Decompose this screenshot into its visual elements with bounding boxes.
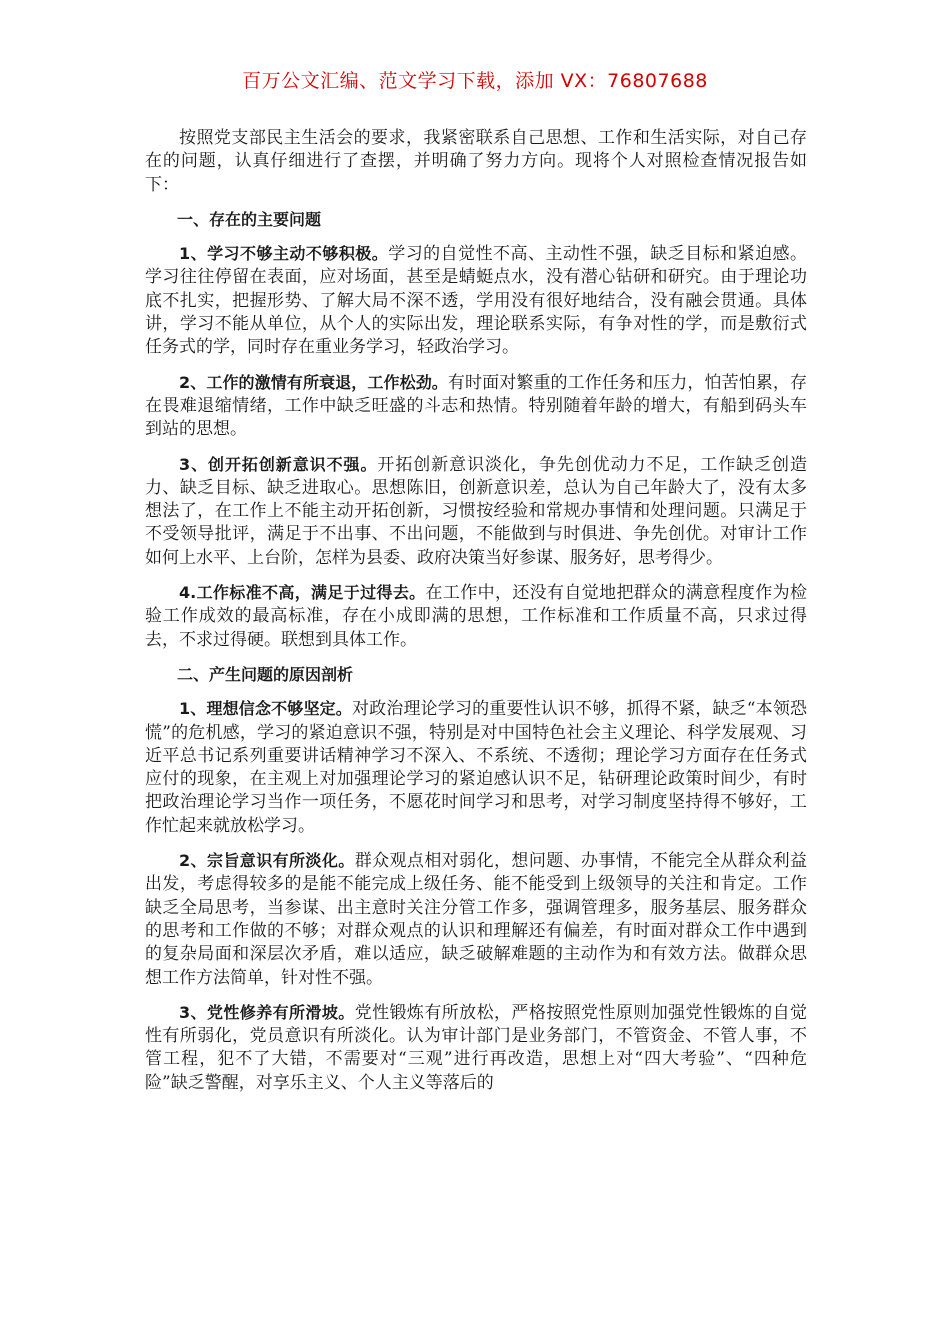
problem-paragraph-4 bbox=[145, 581, 807, 652]
section-heading-problems: 一、存在的主要问题 bbox=[177, 209, 322, 229]
cause-text-1: 对政治理论学习的重要性认识不够，抓得不紧，缺乏“本领恐慌”的危机感，学习的紧迫意识不强，特别是对中国特色社会主义理论、科学发展观、习近平总书记系列重要讲话精神学习不深入、不系统、不透彻；理论学习方面存在任务式应付的现象，在主观上对加强理论学习的紧迫感认识不足，钻研理论政策时间少，有时把政治理论学习当作一项任务，不愿花时间学习和思考，对学习制度坚持得不够好，工作忙起来就放松学习。 bbox=[145, 699, 807, 836]
problem-lead-1: 1、学习不够主动不够积极。 bbox=[179, 244, 389, 264]
cause-text-2: 群众观点相对弱化，想问题、办事情，不能完全从群众利益出发，考虑得较多的是能不能完成上级任务、能不能受到上级领导的关注和肯定。工作缺乏全局思考，当参谋、出主意时关注分管工作多，强调管理多，服务基层、服务群众的思考和工作做的不够；对群众观点的认识和理解还有偏差，有时面对群众工作中遇到的复杂局面和深层次矛盾，难以适应，缺乏破解难题的主动作为和有效方法。做群众思想工作方法简单，针对性不强。 bbox=[145, 851, 808, 988]
cause-lead-2: 2、宗旨意识有所淡化。 bbox=[179, 851, 355, 871]
problem-text-4: 在工作中，还没有自觉地把群众的满意程度作为检验工作成效的最高标准，存在小成即满的思想，工作标准和工作质量不高，只求过得去，不求过得硬。联想到具体工作。 bbox=[145, 583, 808, 650]
problem-paragraph-3 bbox=[145, 453, 807, 570]
cause-paragraph-1 bbox=[145, 697, 807, 838]
problem-text-1: 学习的自觉性不高、主动性不强，缺乏目标和紧迫感。学习往往停留在表面，应对场面，甚至是蜻蜓点水，没有潜心钻研和研究。由于理论功底不扎实，把握形势、了解大局不深不透，学用没有很好地结合，没有融会贯通。具体讲，学习不能从单位，从个人的实际出发，理论联系实际，有争对性的学，而是敷衍式任务式的学，同时存在重业务学习，轻政治学习。 bbox=[145, 244, 808, 358]
promo-header: 百万公文汇编、范文学习下载，添加 VX：76807688 bbox=[242, 70, 708, 92]
problem-lead-2: 2、工作的激情有所衰退，工作松劲。 bbox=[179, 372, 448, 392]
document-body bbox=[145, 127, 807, 1095]
cause-paragraph-3 bbox=[145, 1001, 807, 1095]
problem-text-3: 开拓创新意识淡化，争先创优动力不足，工作缺乏创造力、缺乏目标、缺乏进取心。思想陈旧，创新意识差，总认为自己年龄大了，没有太多想法了，在工作上不能主动开拓创新，习惯按经验和常规办事情和处理问题。只满足于不受领导批评，满足于不出事、不出问题，不能做到与时俱进、争先创优。对审计工作如何上水平、上台阶，怎样为县委、政府决策当好参谋、服务好，思考得少。 bbox=[145, 454, 807, 568]
cause-text-3: 党性锻炼有所放松，严格按照党性原则加强党性锻炼的自觉性有所弱化，党员意识有所淡化。认为审计部门是业务部门，不管资金、不管人事，不管工程，犯不了大错，不需要对“三观”进行再改造，思想上对“四大考验”、“四种危险”缺乏警醒，对享乐主义、个人主义等落后的 bbox=[145, 1002, 808, 1093]
cause-lead-1: 1、理想信念不够坚定。 bbox=[179, 699, 352, 719]
problem-paragraph-1 bbox=[145, 242, 807, 359]
intro-paragraph: 按照党支部民主生活会的要求，我紧密联系自己思想、工作和生活实际，对自己存在的问题，认真仔细进行了查摆，并明确了努力方向。现将个人对照检查情况报告如下： bbox=[145, 128, 807, 195]
section-heading-causes: 二、产生问题的原因剖析 bbox=[177, 664, 354, 684]
problem-lead-3: 3、创开拓创新意识不强。 bbox=[179, 454, 378, 474]
problem-paragraph-2 bbox=[145, 371, 807, 442]
problem-lead-4: 4.工作标准不高，满足于过得去。 bbox=[179, 583, 426, 603]
cause-lead-3: 3、党性修养有所滑坡。 bbox=[179, 1002, 355, 1022]
problem-text-2: 有时面对繁重的工作任务和压力，怕苦怕累，存在畏难退缩情绪，工作中缺乏旺盛的斗志和热情。特别随着年龄的增大，有船到码头车到站的思想。 bbox=[145, 372, 808, 440]
cause-paragraph-2 bbox=[145, 849, 807, 990]
